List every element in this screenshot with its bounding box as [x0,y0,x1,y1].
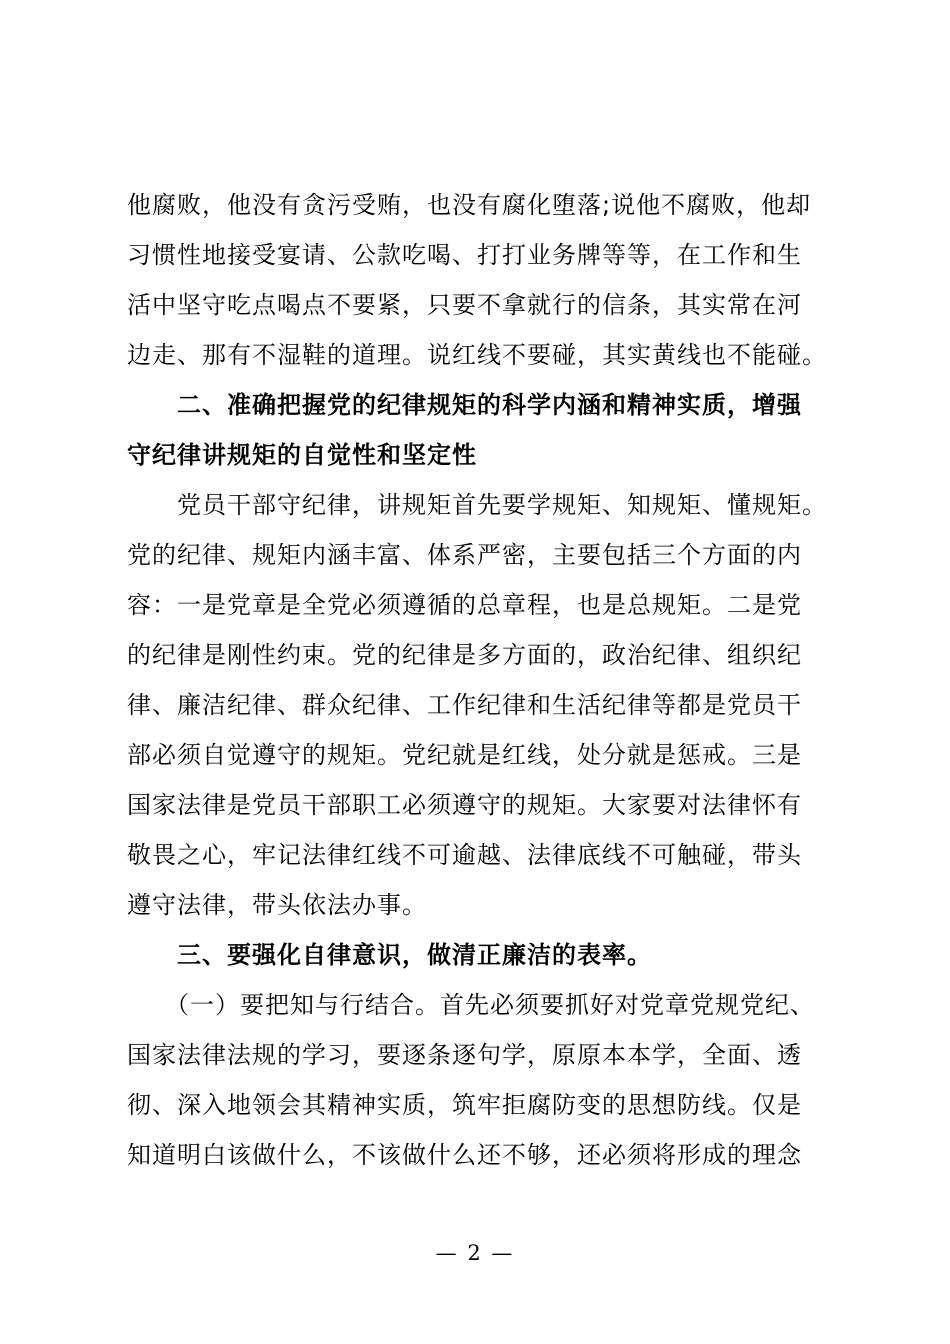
section-heading: 二、准确把握党的纪律规矩的科学内涵和精神实质，增强 [177,391,802,419]
text-line: 党的纪律、规矩内涵丰富、体系严密，主要包括三个方面的内 [127,541,802,569]
text-line: 活中坚守吃点喝点不要紧，只要不拿就行的信条，其实常在河 [127,291,802,319]
text-line: 党员干部守纪律，讲规矩首先要学规矩、知规矩、懂规矩。 [177,491,827,519]
text-line: 知道明白该做什么，不该做什么还不够，还必须将形成的理念 [127,1141,802,1169]
text-line: 律、廉洁纪律、群众纪律、工作纪律和生活纪律等都是党员干 [127,691,802,719]
text-line: 习惯性地接受宴请、公款吃喝、打打业务牌等等，在工作和生 [127,241,802,269]
text-line: 遵守法律，带头依法办事。 [127,891,427,919]
text-line: 边走、那有不湿鞋的道理。说红线不要碰，其实黄线也不能碰。 [127,341,827,369]
text-line: 的纪律是刚性约束。党的纪律是多方面的，政治纪律、组织纪 [127,641,802,669]
text-line: 容：一是党章是全党必须遵循的总章程，也是总规矩。二是党 [127,591,802,619]
text-line: 敬畏之心，牢记法律红线不可逾越、法律底线不可触碰，带头 [127,841,802,869]
page-number: — 2 — [435,1241,515,1265]
text-line: 彻、深入地领会其精神实质，筑牢拒腐防变的思想防线。仅是 [127,1091,802,1119]
text-line: 国家法律是党员干部职工必须遵守的规矩。大家要对法律怀有 [127,791,802,819]
text-line: 他腐败，他没有贪污受贿，也没有腐化堕落;说他不腐败，他却 [127,191,812,219]
section-heading: 守纪律讲规矩的自觉性和坚定性 [127,441,477,469]
text-line: 国家法律法规的学习，要逐条逐句学，原原本本学，全面、透 [127,1041,802,1069]
text-line: 部必须自觉遵守的规矩。党纪就是红线，处分就是惩戒。三是 [127,741,802,769]
section-heading: 三、要强化自律意识，做清正廉洁的表率。 [177,941,652,969]
text-line: （一）要把知与行结合。首先必须要抓好对党章党规党纪、 [165,991,815,1019]
